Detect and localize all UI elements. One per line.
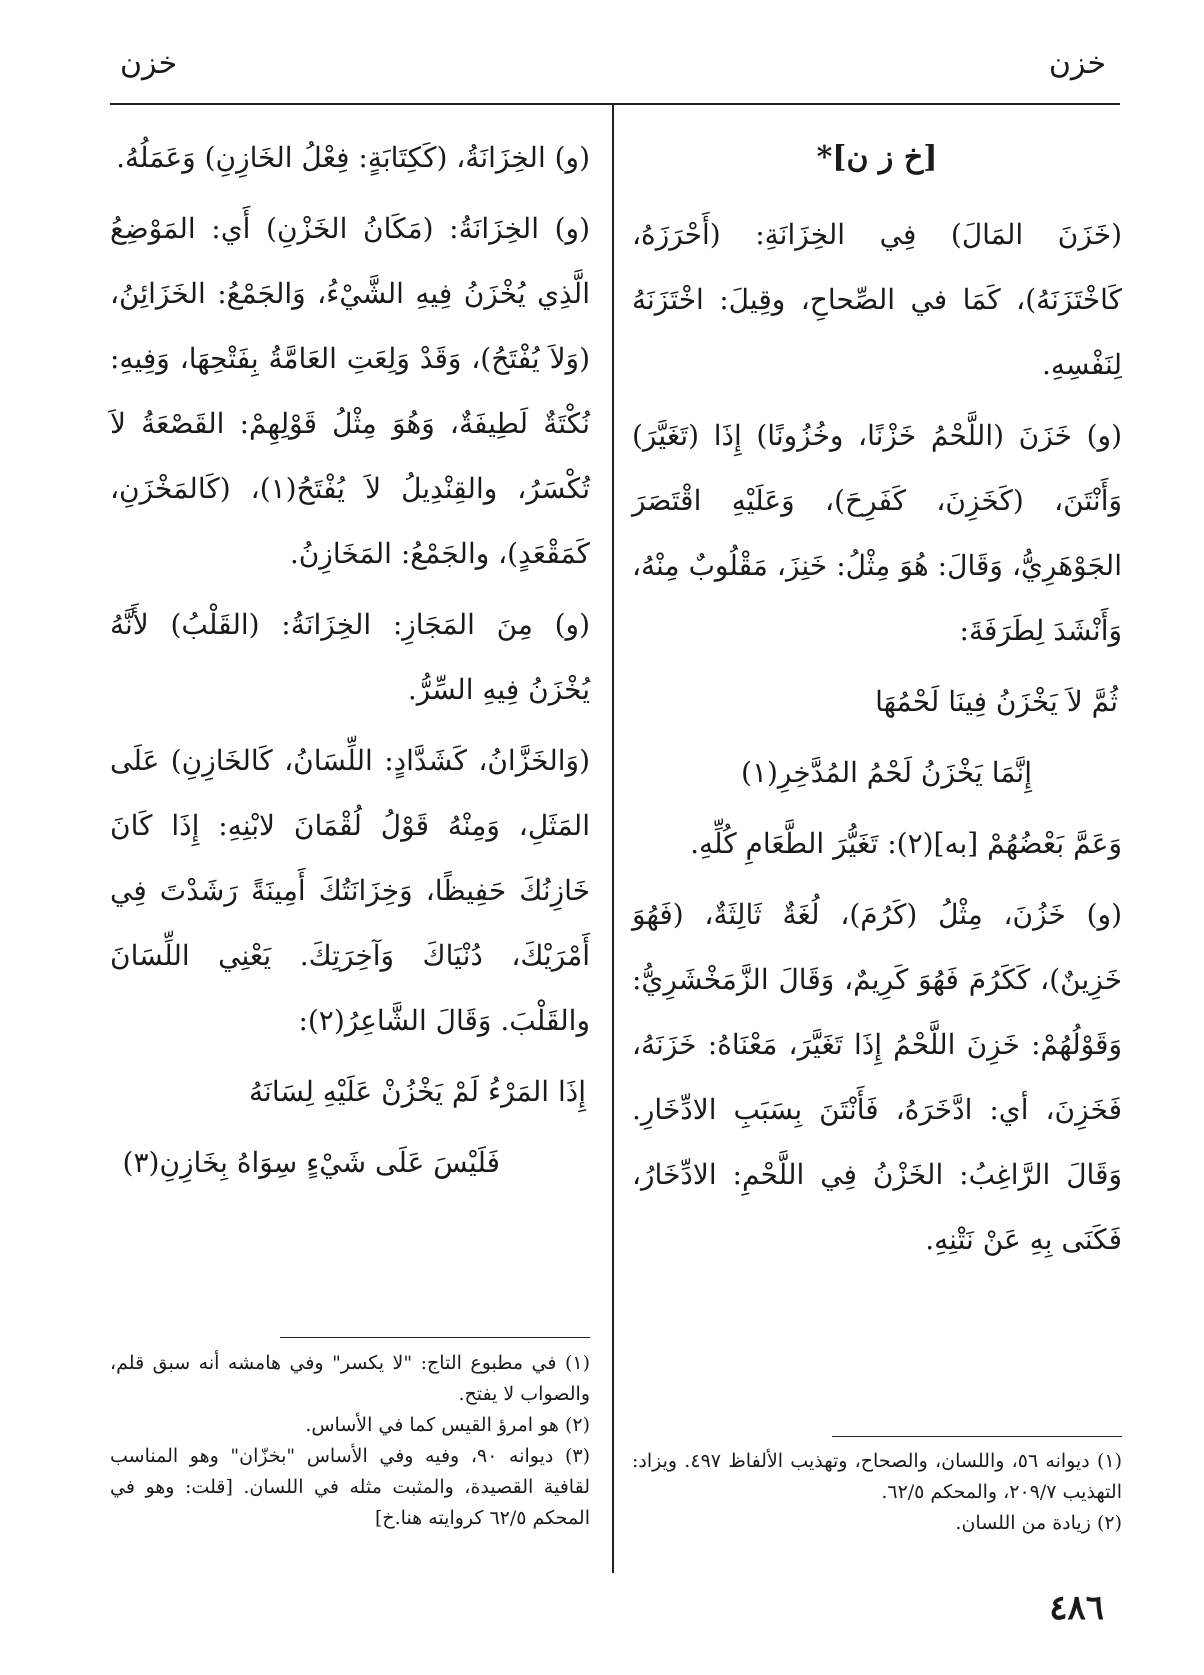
paragraph: (و) الخِزَانَةُ، (كَكِتَابَةٍ: فِعْلُ الخَازِنِ) وَعَمَلُهُ. [116,141,590,174]
footnote: (١) في مطبوع التاج: "لا يكسر" وفي هامشه أنه سبق قلم، والصواب لا يفتح. [110,1352,590,1405]
footnote: (٢) هو امرؤ القيس كما في الأساس. [305,1414,590,1436]
paragraph: (و) خَزَنَ (اللَّحْمُ خَزْنًا، وخُزُونًا) إِذَا (تَغَيَّرَ) وَأَنْتَنَ، (كَخَزِنَ، كَفَرِحَ)، وَعَلَيْهِ اقْتَصَرَ الجَوْهَرِيُّ، وَقَالَ: هُوَ مِثْلُ: خَنِزَ، مَقْلُوبٌ مِنْهُ، وَأَنْشَدَ لِطَرَفَةَ: [632,419,1122,647]
paragraph: وَعَمَّ بَعْضُهُمْ [به](٢): تَغَيُّرَ الطَّعَامِ كُلِّهِ. [690,827,1122,860]
paragraph: (و) خَزُنَ، مِثْلُ (كَرُمَ)، لُغَةٌ ثَالِثَةٌ، (فَهُوَ خَزِينٌ)، كَكَرُمَ فَهُوَ كَرِيمٌ، وَقَالَ الزَّمَخْشَرِيُّ: وَقَوْلُهُمْ: خَزِنَ اللَّحْمُ إِذَا تَغَيَّرَ، مَعْنَاهُ: خَزَنَهُ، فَخَزِنَ، أي: ادَّخَرَهُ، فَأَنْتَنَ بِسَبَبِ الادِّخَارِ. وَقَالَ الرَّاغِبُ: الخَزْنُ فِي اللَّحْمِ: الادِّخَارُ، فَكَنَى بِهِ عَنْ نَتْنِهِ. [632,898,1122,1256]
footnote: (٢) زيادة من اللسان. [955,1512,1122,1534]
entry-title: [خ ز ن]* [816,140,938,175]
verse-line: ثُمَّ لاَ يَخْزَنُ فِينَا لَحْمُهَا [875,685,1118,718]
verse-line: فَلَيْسَ عَلَى شَيْءٍ سِوَاهُ بِخَازِنِ(٣) [122,1146,500,1179]
footnotes-right [632,1446,1122,1539]
header-rule [110,103,1120,105]
footnote-rule-right [832,1436,1122,1437]
footnote-rule-left [280,1337,590,1338]
paragraph: (وَالخَزَّانُ، كَشَدَّادٍ: اللِّسَانُ، كَالخَازِنِ) عَلَى المَثَلِ، وَمِنْهُ قَوْلُ لُقْمَانَ لابْنِهِ: إِذَا كَانَ خَازِنُكَ حَفِيظًا، وَخِزَانَتُكَ أَمِينَةً رَشَدْتَ فِي أَمْرَيْكَ، دُنْيَاكَ وَآخِرَتِكَ. يَعْنِي اللِّسَانَ والقَلْبَ. وَقَالَ الشَّاعِرُ(٢): [110,744,590,1037]
right-column [632,125,1122,1278]
verse-line: إِذَا المَرْءُ لَمْ يَخْزُنْ عَلَيْهِ لِسَانَهُ [249,1075,586,1108]
paragraph: (و) الخِزَانَةُ: (مَكَانُ الخَزْنِ) أَي: المَوْضِعُ الَّذِي يُخْزَنُ فِيهِ الشَّيْءُ، وَالجَمْعُ: الخَزَائِنُ، (وَلاَ يُفْتَحُ)، وَقَدْ وَلِعَتِ العَامَّةُ بِفَتْحِهَا، وَفِيهِ: نُكْتَةٌ لَطِيفَةٌ، وَهُوَ مِثْلُ قَوْلِهِمْ: القَصْعَةُ لاَ تُكْسَرُ، والقِنْدِيلُ لاَ يُفْتَحُ(١)، (كَالمَخْزَنِ، كَمَقْعَدٍ)، والجَمْعُ: المَخَازِنُ. [110,212,590,570]
footnote: (١) ديوانه ٥٦، واللسان، والصحاح، وتهذيب الألفاظ ٤٩٧. ويزاد: التهذيب ٢٠٩/٧، والمحكم ٦٢/٥. [632,1450,1123,1503]
running-head-left: خزن [120,46,178,81]
column-divider [612,103,614,1573]
footnotes-left [110,1348,590,1534]
paragraph: (خَزَنَ المَالَ) فِي الخِزَانَةِ: (أَحْرَزَهُ، كَاخْتَزَنَهُ)، كَمَا في الصِّحاحِ، وقِيلَ: اخْتَزَنَهُ لِنَفْسِهِ. [632,218,1122,381]
footnote: (٣) ديوانه ٩٠، وفيه وفي الأساس "بخزّان" وهو المناسب لقافية القصيدة، والمثبت مثله في اللسان. [قلت: وهو في المحكم ٦٢/٥ كروايته هنا.خ] [110,1445,590,1529]
running-head-right: خزن [1048,46,1106,81]
verse-line: إِنَّمَا يَخْزَنُ لَحْمُ المُدَّخِرِ(١) [741,756,1032,789]
page-number: ٤٨٦ [1049,1588,1104,1628]
left-column [110,125,590,1201]
paragraph: (و) مِنَ المَجَازِ: الخِزَانَةُ: (القَلْبُ) لأَنَّهُ يُخْزَنُ فِيهِ السِّرُّ. [110,608,590,706]
